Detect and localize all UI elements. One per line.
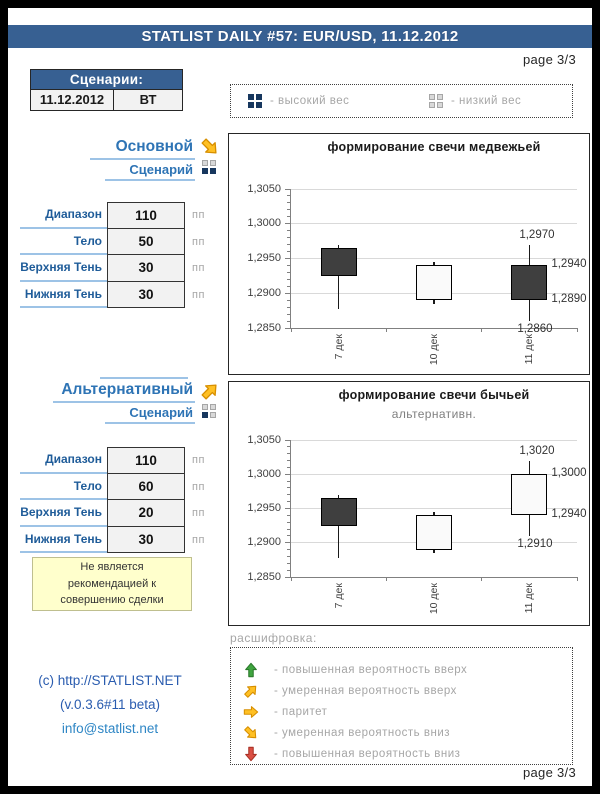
main-scenario-params	[20, 202, 207, 308]
candle-high-label: 1,2970	[519, 228, 555, 241]
weight-square	[202, 160, 208, 166]
param-unit: пп	[192, 507, 205, 520]
y-axis-label: 1,2850	[247, 570, 281, 583]
gridline	[291, 189, 577, 190]
decoding-item-label: - умеренная вероятность вверх	[274, 685, 457, 697]
y-axis-label: 1,3000	[247, 467, 281, 480]
alt-scenario-weight-icon	[202, 404, 216, 418]
candle-body	[511, 265, 547, 300]
x-axis-label: 7 дек	[332, 334, 345, 360]
weight-square	[248, 94, 254, 100]
alt-scenario-trend-arrow-icon	[200, 381, 220, 401]
x-tick	[386, 328, 387, 332]
weight-legend-box	[230, 84, 573, 118]
x-axis-label: 11 дек	[523, 583, 536, 614]
param-value: 30	[107, 255, 185, 282]
y-axis-label: 1,2850	[247, 321, 281, 334]
param-label: Нижняя Тень	[20, 282, 107, 309]
weight-square	[202, 404, 208, 410]
param-row	[20, 282, 207, 309]
x-tick	[291, 328, 292, 332]
param-row	[20, 447, 207, 474]
footer-email-link[interactable]: info@statlist.net	[61, 721, 159, 736]
weight-square	[437, 102, 443, 108]
param-value: 20	[107, 500, 185, 527]
arrow-down-right-icon	[243, 725, 259, 741]
x-axis-label: 10 дек	[428, 583, 440, 615]
weight-square	[429, 94, 435, 100]
param-label: Тело	[20, 474, 107, 501]
candle-low-label: 1,2910	[517, 537, 553, 550]
chart-subtitle: альтернативн.	[391, 407, 477, 421]
weight-square	[210, 168, 216, 174]
param-row	[20, 500, 207, 527]
candle-body	[416, 515, 452, 549]
candle-body	[321, 498, 357, 525]
param-unit: пп	[192, 533, 205, 546]
param-unit: пп	[192, 454, 205, 467]
decoding-item-label: - повышенная вероятность вверх	[274, 664, 468, 676]
candle-body-bottom-label: 1,2890	[551, 293, 587, 306]
param-value: 50	[107, 229, 185, 256]
main-scenario-weight-icon	[202, 160, 216, 174]
x-axis-label: 10 дек	[428, 334, 440, 366]
x-tick	[577, 577, 578, 581]
x-tick	[481, 577, 482, 581]
param-value: 60	[107, 474, 185, 501]
param-unit: пп	[192, 209, 205, 222]
weight-square	[248, 102, 254, 108]
footer-site-link[interactable]: (c) http://STATLIST.NET	[38, 673, 182, 688]
chart-title: формирование свечи бычьей	[338, 388, 530, 402]
report-title-bar: STATLIST DAILY #57: EUR/USD, 11.12.2012	[8, 25, 592, 48]
x-axis-label: 11 дек	[523, 334, 536, 365]
param-row	[20, 474, 207, 501]
weight-square	[210, 160, 216, 166]
weight-high-label: - высокий вес	[270, 95, 350, 107]
param-row	[20, 229, 207, 256]
decoding-item-label: - паритет	[274, 706, 328, 718]
decoding-item-label: - повышенная вероятность вниз	[274, 748, 461, 760]
candle-body-bottom-label: 1,2940	[551, 508, 587, 521]
x-axis-line	[290, 577, 577, 578]
param-label: Нижняя Тень	[20, 527, 107, 554]
candle-body	[511, 474, 547, 515]
x-tick	[481, 328, 482, 332]
alt-scenario-params	[20, 447, 207, 553]
scenarios-table	[30, 69, 183, 111]
arrow-right-icon	[243, 704, 259, 720]
param-unit: пп	[192, 235, 205, 248]
footer-version: (v.0.3.6#11 beta)	[59, 697, 161, 712]
param-unit: пп	[192, 262, 205, 275]
param-row	[20, 527, 207, 554]
main-scenario-trend-arrow-icon	[200, 137, 220, 157]
scenario-date: 11.12.2012	[30, 90, 114, 111]
y-axis-label: 1,2900	[247, 286, 281, 299]
param-row	[20, 202, 207, 229]
y-axis-line	[290, 189, 291, 329]
y-axis-label: 1,2950	[247, 502, 281, 514]
weight-square	[210, 412, 216, 418]
weight-square	[437, 94, 443, 100]
x-axis-label: 7 дек	[332, 583, 345, 609]
param-value: 30	[107, 282, 185, 309]
y-axis-label: 1,3000	[247, 217, 281, 230]
weight-high-icon	[248, 94, 262, 108]
gridline	[291, 440, 577, 441]
param-label: Верхняя Тень	[20, 255, 107, 282]
param-row	[20, 255, 207, 282]
main-scenario-title: Основной	[30, 138, 195, 160]
main-scenario-subtitle: Сценарий	[30, 162, 195, 181]
param-value: 110	[107, 202, 185, 229]
alt-scenario-title: Альтернативный	[30, 381, 195, 403]
candle-body-top-label: 1,3000	[551, 467, 587, 480]
alt-scenario-subtitle: Сценарий	[30, 405, 195, 424]
y-axis-line	[290, 440, 291, 578]
page-number-bottom: page 3/3	[522, 765, 576, 780]
candle-body-top-label: 1,2940	[551, 258, 587, 271]
x-tick	[577, 328, 578, 332]
weight-low-icon	[429, 94, 443, 108]
scenarios-table-title: Сценарии:	[30, 69, 183, 90]
arrow-up-right-icon	[243, 683, 259, 699]
arrow-up-icon	[243, 662, 259, 678]
param-unit: пп	[192, 480, 205, 493]
y-axis-label: 1,3050	[247, 182, 281, 195]
param-label: Диапазон	[20, 202, 107, 229]
y-axis-label: 1,2900	[247, 536, 281, 549]
param-label: Диапазон	[20, 447, 107, 474]
weight-low-label: - низкий вес	[451, 95, 522, 107]
bearish-formation-chart	[228, 133, 590, 375]
x-tick	[291, 577, 292, 581]
alt-scenario-topline	[100, 377, 188, 379]
gridline	[291, 223, 577, 224]
bullish-formation-chart	[228, 381, 590, 626]
weight-square	[429, 102, 435, 108]
weight-square	[256, 102, 262, 108]
candle-low-label: 1,2860	[517, 323, 553, 336]
param-unit: пп	[192, 288, 205, 301]
weight-square	[202, 412, 208, 418]
chart-title: формирование свечи медвежьей	[327, 140, 541, 154]
candle-high-label: 1,3020	[519, 444, 555, 457]
param-value: 30	[107, 527, 185, 554]
arrow-down-icon	[243, 746, 259, 762]
disclaimer-note	[32, 557, 192, 611]
y-axis-label: 1,2950	[247, 252, 281, 264]
decoding-legend-box	[230, 647, 573, 765]
candle-body	[321, 248, 357, 276]
candle-body	[416, 265, 452, 300]
disclaimer-text: Не является рекомендацией к совершению сделки	[60, 561, 164, 607]
param-label: Верхняя Тень	[20, 500, 107, 527]
x-tick	[386, 577, 387, 581]
weight-square	[210, 404, 216, 410]
weight-square	[202, 168, 208, 174]
scenario-weekday: ВТ	[114, 90, 183, 111]
decoding-item-label: - умеренная вероятность вниз	[274, 727, 451, 739]
weight-square	[256, 94, 262, 100]
page-number-top: page 3/3	[522, 52, 576, 67]
y-axis-label: 1,3050	[247, 433, 281, 446]
param-label: Тело	[20, 229, 107, 256]
decoding-legend-title: расшифровка:	[230, 631, 317, 645]
param-value: 110	[107, 447, 185, 474]
